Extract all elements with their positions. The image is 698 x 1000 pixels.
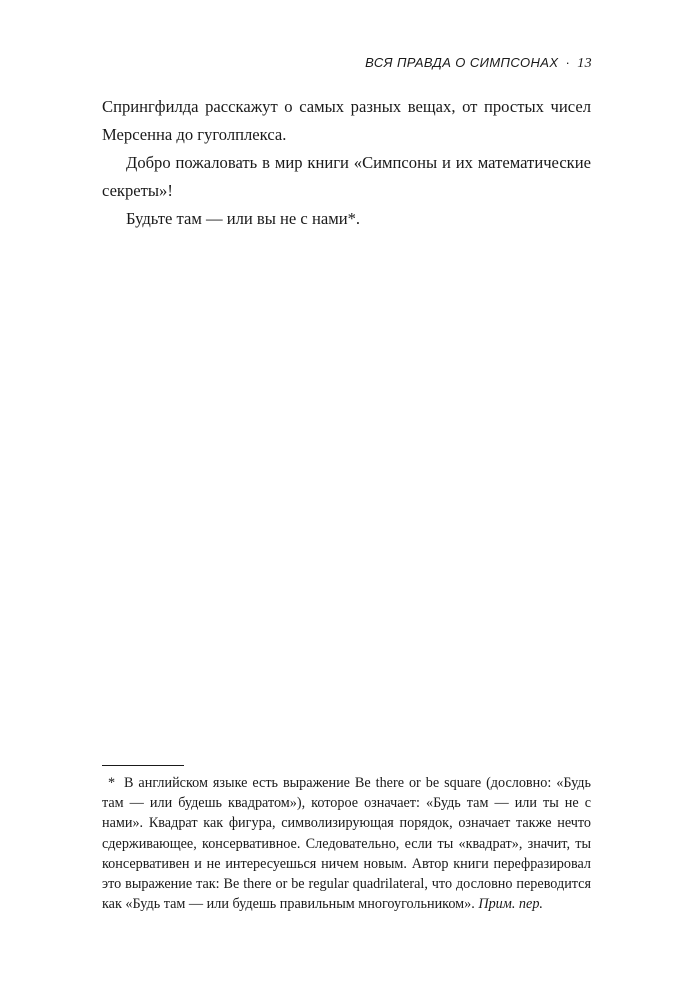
running-head	[365, 55, 592, 72]
translator-note-label: Прим. пер.	[478, 896, 543, 913]
body-text	[102, 93, 591, 233]
footnote-divider	[102, 765, 184, 766]
paragraph-continued: Спрингфилда расскажут о самых разных вещах, от простых чисел Мерсенна до гуголплекса.	[102, 97, 591, 144]
footnote-text: В английском языке есть выражение Be there or be square (дословно: «Будь там — или будешь квадратом»), которое означает: «Будь там — или ты не с нами». Квадрат как фигура, символизирующая порядок, означает также нечто сдерживающее, консервативное. Следовательно, если ты «квадрат», значит, ты консервативен и не интересуешься ничем новым. Автор книги перефразировал это выражение так: Be there or be regular quadrilateral, что дословно переводится как «Будь там — или будешь правильным многоугольником».	[102, 775, 591, 913]
footnote-paragraph	[102, 773, 591, 914]
footnote-marker: *	[108, 775, 116, 791]
header-separator: ·	[565, 55, 571, 70]
page-number: 13	[577, 56, 592, 71]
paragraph-welcome: Добро пожаловать в мир книги «Симпсоны и их математические секреты»!	[102, 153, 591, 200]
paragraph-be-there: Будьте там — или вы не с нами*.	[126, 209, 361, 228]
footnote	[102, 773, 591, 914]
running-title: ВСЯ ПРАВДА О СИМПСОНАХ	[365, 55, 559, 70]
